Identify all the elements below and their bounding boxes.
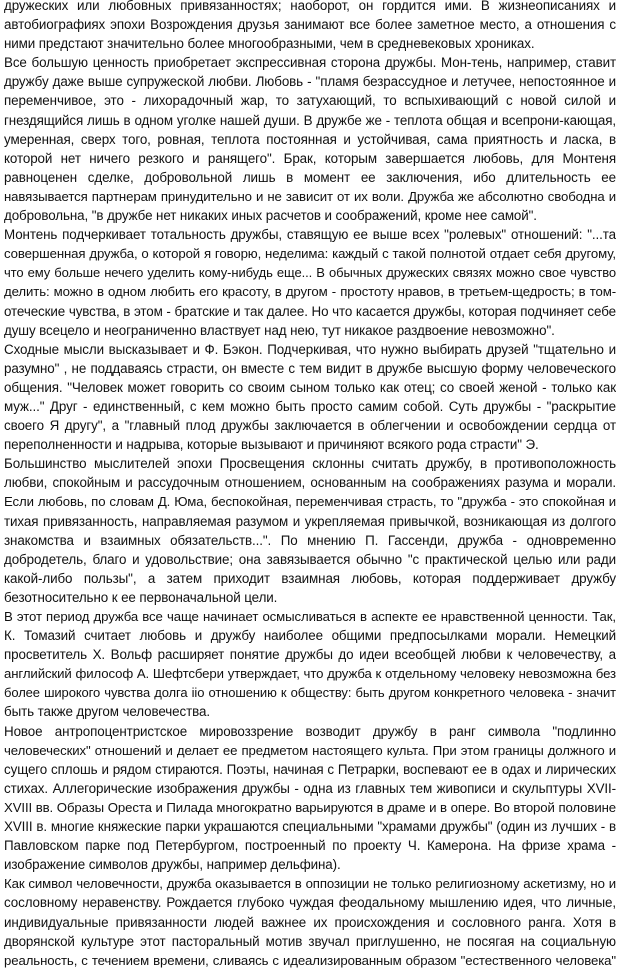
text-line: гнездящийся лишь в одном уголке нашей души. В дружбе же - теплота общая и всепрони-кающая, [4,112,616,128]
text-line: любви, спокойным и рассудочным отношением, основанным на соображениях разума и морали. [4,475,616,491]
text-line: безотносительно к ее первоначальной цели. [4,589,278,605]
text-line: Новое антропоцентристское мировоззрение возводит дружбу в ранг символа "подлинно [4,723,616,739]
text-line: муж..." Друг - единственный, с кем можно быть просто самим собой. Суть дружбы - "раскрытие [4,398,616,414]
text-line: XVIII в. многие княжеские парки украшаются специальными "храмами дружбы" (один из лучших - в [4,819,616,835]
text-line: изображение символов дружбы, например дельфина). [4,857,341,873]
text-line: Если любовь, по словам Д. Юма, беспокойная, переменчивая страсть, то "дружба - это спокойная и [4,494,616,510]
text-line: более широкого чувства долга iio отношению к обществу: быть другом конкретного человека - значит [4,685,616,701]
text-line: сущего сплошь и рядом стираются. Поэты, начиная с Петрарки, воспевают ее в одах и лирических [4,761,616,777]
text-line: Монтень подчеркивает тотальность дружбы, ставящую ее выше всех "ролевых" отношений: "...та [4,227,616,243]
text-line: К. Томазий считает любовь и дружбу наиболее общими предпосылками морали. Немецкий [4,628,616,644]
text-line: стихах. Аллегорические изображения дружбы - одна из главных тем живописи и скульптуры XVII- [4,780,616,796]
text-line: делить: можно в одном любить его красоту, в другом - простоту нравов, в третьем-щедрость; в том- [4,284,616,300]
text-line: равноценен сделке, добровольной лишь в момент ее заключения, ибо длительность ее [4,169,616,185]
text-line: совершенная дружба, о которой я говорю, неделима: каждый с такой полнотой отдает себя другому, [4,246,616,262]
text-line: душу всецело и неограниченно властвует над нею, тут никакое раздвоение невозможно". [4,322,555,338]
text-line: индивидуальные привязанности людей важнее их происхождения и сословного ранга. Хотя в [4,914,616,930]
text-line: навязывается партнерам принудительно и не зависит от их воли. Дружба же абсолютно свободна и [4,188,616,204]
text-line: добродетель, благо и удовольствие; она завязывается обычно "с практической целью или ради [4,551,616,567]
text-line: какой-либо пользы", а затем приходит взаимная любовь, которая поддерживает дружбу [4,570,616,586]
text-line: реальность, с течением времени, сливаясь с идеализированным образом "естественного человека" [4,952,616,968]
text-line: своего Я другу", а "главный плод дружбы заключается в облегчении и освобождении сердца от [4,418,616,434]
text-line: знакомства и взаимных обязательств...". По мнению П. Гассенди, дружба - одновременно [4,532,616,548]
text-line: дружбу даже выше супружеской любви. Любовь - "пламя безрассудное и летучее, непостоянное и [4,74,616,90]
text-line: переполненности и надрыва, которые вызывают и причиняют всякого рода страсти" Э. [4,437,539,453]
text-line: автобиографиях эпохи Возрождения друзья занимают все более заметное место, а отношения с [4,17,616,33]
text-line: XVIII вв. Образы Ореста и Пилада многократно варьируются в драме и в опере. Во второй половине [4,799,616,815]
document-page [4,0,616,970]
text-line: Все большую ценность приобретает экспрессивная сторона дружбы. Мон-тень, например, ставит [4,55,616,71]
text-line: отеческие чувства, в этом - братские и так далее. Но что касается дружбы, которая подчиняет себе [4,303,616,319]
text-line: переменчивое, это - лихорадочный жар, то затухающий, то вспыхивающий с новой силой и [4,93,616,109]
text-line: которой нет ничего резкого и ранящего". Брак, которым завершается любовь, для Монтеня [4,150,616,166]
text-line: общения. "Человек может говорить со своим сыном только как отец; со своей женой - только как [4,379,616,395]
text-line: английский философ А. Шефтсбери утверждает, что дружба к отдельному человеку невозможна без [4,666,616,682]
text-line: тихая привязанность, направляемая разумом и укрепляемая привычкой, возникающая из долгого [4,513,616,529]
text-line: что ему больше нечего уделить кому-нибудь еще... В обычных дружеских связях можно свое чувство [4,265,616,281]
text-line: Павловском парке под Петербургом, построенный по проекту Ч. Камерона. На фризе храма - [4,838,616,854]
text-line: просветитель X. Вольф расширяет понятие дружбы до идеи всеобщей любви к человечеству, а [4,647,616,663]
text-line: добровольна, "в дружбе нет никаких иных расчетов и соображений, кроме нее самой". [4,208,537,224]
text-line: Как символ человечности, дружба оказывается в оппозиции не только религиозному аскетизму, но и [4,876,616,892]
text-line: Сходные мысли высказывает и Ф. Бэкон. Подчеркивая, что нужно выбирать друзей "тщательно и [4,341,616,357]
text-line: разумно" , не поддаваясь страсти, он вместе с тем видит в дружбе высшую форму человеческого [4,360,616,376]
text-line: дружеских или любовных привязанностях; наоборот, он гордится ими. В жизнеописаниях и [4,0,616,13]
text-line: дворянской культуре этот пасторальный мотив звучал приглушенно, не посягая на социальную [4,933,616,949]
text-line: умеренная, сверх того, ровная, теплота постоянная и устойчивая, сама приятность и ласка, в [4,131,616,147]
text-line: Большинство мыслителей эпохи Просвещения склонны считать дружбу, в противоположность [4,456,616,472]
text-line: быть также другом человечества. [4,704,210,720]
text-line: сословному неравенству. Рождается глубоко чуждая феодальному мышлению идея, что личные, [4,895,616,911]
text-line: ними предстают значительно более многообразными, чем в средневековых хрониках. [4,36,535,52]
text-line: человеческих" отношений и делает ее предметом настоящего культа. При этом границы должного и [4,742,616,758]
text-line: В этот период дружба все чаще начинает осмысливаться в аспекте ее нравственной ценности. Так, [4,609,616,624]
